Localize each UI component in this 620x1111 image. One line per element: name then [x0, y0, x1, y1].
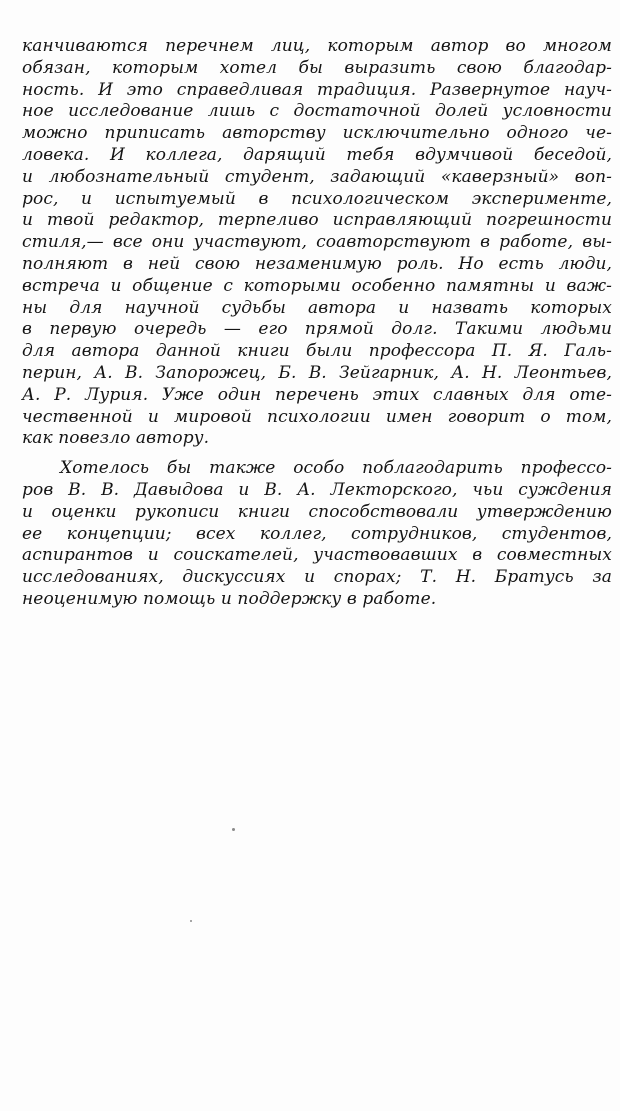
paragraph-1-line: чественной и мировой психологии имен говорит о том, [22, 406, 612, 427]
paragraph-1-line: как повезло автору. [22, 428, 210, 449]
paragraph-2-line: аспирантов и соискателей, участвовавших в совместных [22, 545, 612, 566]
paragraph-2-line: ров В. В. Давыдова и В. А. Лекторского, чьи суждения [22, 479, 612, 500]
paragraph-1-line: канчиваются перечнем лиц, которым автор во многом [22, 36, 612, 56]
paragraph-1-line: и любознательный студент, задающий «каверзный» воп- [22, 166, 612, 187]
paragraph-1-line: ловека. И коллега, дарящий тебя вдумчивой беседой, [22, 144, 612, 165]
paragraph-2-line: ее концепции; всех коллег, сотрудников, студентов, [22, 523, 612, 544]
paragraph-1-line: полняют в ней свою незаменимую роль. Но есть люди, [22, 253, 612, 274]
paragraph-1-line: встреча и общение с которыми особенно памятны и важ- [22, 275, 612, 296]
paragraph-2-line: Хотелось бы также особо поблагодарить профессо- [60, 458, 612, 479]
paragraph-gap [22, 450, 612, 458]
body-text [22, 36, 612, 611]
paragraph-1-line: для автора данной книги были профессора П. Я. Галь- [22, 341, 612, 362]
paragraph-1-line: рос, и испытуемый в психологическом эксперименте, [22, 188, 612, 209]
paragraph-1-line: перин, А. В. Запорожец, Б. В. Зейгарник, А. Н. Леонтьев, [22, 362, 612, 383]
paragraph-1-line: стиля,— все они участвуют, соавторствуют в работе, вы- [22, 232, 612, 253]
paragraph-2-line: неоценимую помощь и поддержку в работе. [22, 588, 437, 609]
paragraph-1-line: и твой редактор, терпеливо исправляющий погрешности [22, 210, 612, 231]
paragraph-1-line: в первую очередь — его прямой долг. Такими людьми [22, 319, 612, 340]
paragraph-1-line: ное исследование лишь с достаточной долей условности [22, 101, 612, 122]
scan-speck [190, 920, 192, 922]
paragraph-2-line: исследованиях, дискуссиях и спорах; Т. Н. Братусь за [22, 567, 612, 588]
paragraph-1-line: ность. И это справедливая традиция. Развернутое науч- [22, 79, 612, 100]
paragraph-1-line: ны для научной судьбы автора и назвать которых [22, 297, 612, 318]
paragraph-1-line: обязан, которым хотел бы выразить свою благодар- [22, 57, 612, 78]
paragraph-2-line: и оценки рукописи книги способствовали утверждению [22, 501, 612, 522]
scan-speck [232, 828, 235, 831]
paragraph-1-line: А. Р. Лурия. Уже один перечень этих славных для оте- [22, 384, 612, 405]
paragraph-1-line: можно приписать авторству исключительно одного че- [22, 123, 612, 144]
